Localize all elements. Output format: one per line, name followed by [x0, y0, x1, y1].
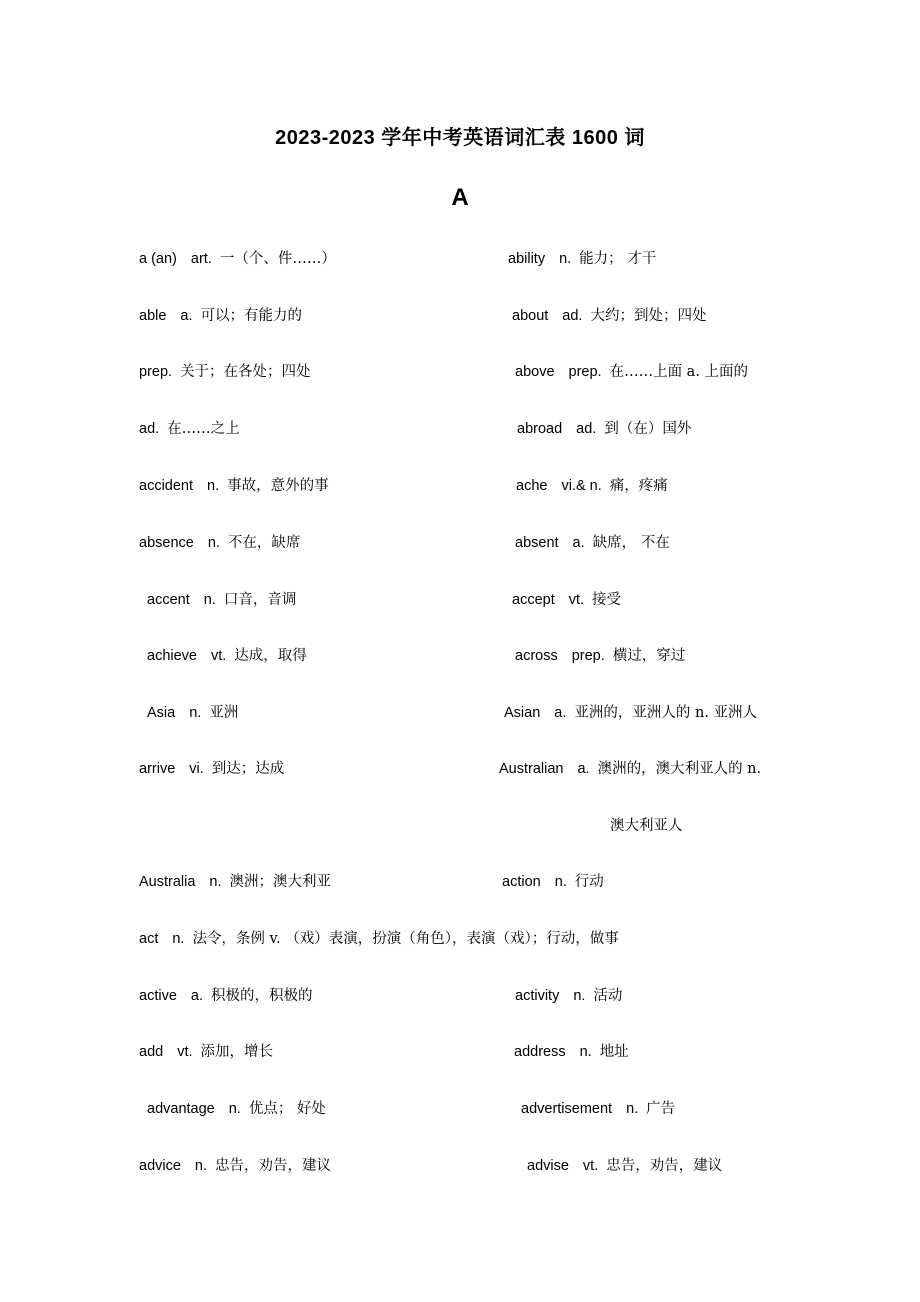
entry-pos: a.: [190, 988, 203, 1004]
entry-meaning: 亚洲: [209, 705, 239, 721]
entry-meaning: 广告: [646, 1101, 676, 1117]
entry-pos: n.: [579, 1044, 592, 1060]
entry-pos: n.: [626, 1101, 639, 1117]
entry-pos: vt.: [210, 648, 227, 664]
entry-pos: n.: [559, 251, 572, 267]
entry-word: address: [514, 1044, 566, 1060]
vocab-entry: [515, 533, 670, 553]
entry-meaning: 不在，缺席: [227, 535, 301, 551]
entry-pos: ad.: [139, 421, 160, 437]
entry-meaning: 缺席， 不在: [592, 535, 670, 551]
entry-meaning: 事故，意外的事: [227, 478, 329, 494]
vocab-entry: [504, 703, 757, 723]
entry-word: advice: [139, 1158, 181, 1174]
entry-meaning: 亚洲的，亚洲人的 n. 亚洲人: [574, 705, 758, 721]
vocab-entry: [512, 306, 706, 326]
entry-pos: vt.: [568, 592, 585, 608]
entry-word: absent: [515, 535, 559, 551]
entry-pos: n.: [207, 478, 220, 494]
entry-meaning: 积极的，积极的: [210, 988, 313, 1004]
entry-word: achieve: [147, 648, 197, 664]
entry-meaning: 大约；到处；四处: [590, 308, 707, 324]
entry-pos: n.: [172, 931, 185, 947]
entry-word: ache: [516, 478, 548, 494]
entry-meaning: 到（在）国外: [604, 421, 692, 437]
entry-word: about: [512, 308, 549, 324]
vocab-entry: [521, 1099, 675, 1119]
entry-word: active: [139, 988, 177, 1004]
entry-word: advantage: [147, 1101, 215, 1117]
entry-meaning: 活动: [593, 988, 623, 1004]
entry-pos: vt.: [582, 1158, 599, 1174]
entry-word: act: [139, 931, 159, 947]
entry-meaning: 口音，音调: [223, 592, 297, 608]
vocab-entry: [499, 759, 761, 779]
vocab-entry: [139, 533, 300, 553]
entry-word: Asian: [504, 705, 541, 721]
entry-word: above: [515, 364, 555, 380]
entry-word: advise: [527, 1158, 569, 1174]
entry-pos: n.: [194, 1158, 208, 1174]
page-title: 2023-2023 学年中考英语词汇表 1600 词: [275, 127, 645, 149]
entry-word: arrive: [139, 761, 176, 777]
entry-word: action: [502, 874, 541, 890]
entry-word: absence: [139, 535, 194, 551]
vocab-entry: [139, 759, 284, 779]
vocab-entry: [527, 1156, 722, 1176]
entry-word: add: [139, 1044, 164, 1060]
vocab-entry: [139, 362, 311, 382]
vocab-entry: [502, 872, 604, 892]
entry-pos: n.: [554, 874, 567, 890]
vocab-entry: [515, 986, 622, 1006]
entry-meaning: 澳洲的，澳大利亚人的 n.: [597, 761, 762, 777]
entry-pos: a.: [577, 761, 590, 777]
entry-meaning: 可以；有能力的: [200, 308, 303, 324]
entry-meaning: 澳大利亚人: [610, 818, 683, 834]
entry-meaning: 关于；在各处；四处: [180, 364, 311, 380]
entry-pos: a.: [572, 535, 585, 551]
vocab-entry: [139, 249, 336, 269]
entry-pos: ad.: [562, 308, 583, 324]
entry-meaning: 忠告，劝告，建议: [215, 1158, 332, 1174]
entry-meaning: 在……上面 a. 上面的: [609, 364, 749, 380]
entry-pos: a.: [180, 308, 193, 324]
vocab-entry-continuation: [610, 816, 683, 836]
entry-meaning: 行动: [574, 874, 604, 890]
vocab-entry: [139, 986, 312, 1006]
vocab-entry: [139, 1042, 273, 1062]
entry-meaning: 一（个、件……）: [219, 251, 336, 267]
entry-pos: n.: [203, 592, 216, 608]
entry-meaning: 痛，疼痛: [609, 478, 668, 494]
entry-pos: vi.& n.: [561, 478, 602, 494]
vocab-entry: [139, 1156, 331, 1176]
entry-word: abroad: [517, 421, 563, 437]
entry-meaning: 达成，取得: [234, 648, 307, 664]
entry-meaning: 横过，穿过: [612, 648, 686, 664]
entry-word: ability: [508, 251, 546, 267]
entry-meaning: 添加，增长: [200, 1044, 274, 1060]
entry-word: Asia: [147, 705, 176, 721]
vocab-entry: [514, 1042, 629, 1062]
entry-pos: n.: [207, 535, 220, 551]
entry-pos: a.: [554, 705, 567, 721]
entry-word: able: [139, 308, 167, 324]
vocab-entry: [139, 306, 302, 326]
entry-pos: n.: [209, 874, 222, 890]
vocab-entry: [515, 362, 748, 382]
vocab-entry: [147, 703, 238, 723]
entry-meaning: 地址: [599, 1044, 629, 1060]
vocab-entry: [508, 249, 656, 269]
entry-word: a (an): [139, 251, 177, 267]
entry-word: activity: [515, 988, 560, 1004]
vocab-entry: [516, 476, 668, 496]
entry-word: accept: [512, 592, 555, 608]
entry-pos: n.: [189, 705, 202, 721]
vocab-entry: [147, 590, 296, 610]
vocab-entry: [139, 476, 329, 496]
entry-word: Australian: [499, 761, 564, 777]
vocab-entry: [515, 646, 685, 666]
entry-meaning: 在……之上: [167, 421, 240, 437]
entry-word: advertisement: [521, 1101, 613, 1117]
entry-meaning: 优点； 好处: [248, 1101, 326, 1117]
entry-meaning: 到达；达成: [211, 761, 285, 777]
entry-pos: art.: [190, 251, 212, 267]
section-letter: A: [451, 184, 469, 211]
entry-word: across: [515, 648, 558, 664]
entry-meaning: 法令，条例 v. （戏）表演，扮演（角色），表演（戏）；行动，做事: [192, 931, 619, 947]
vocab-entry: [512, 590, 621, 610]
entry-pos: n.: [228, 1101, 241, 1117]
vocab-entry: [139, 419, 240, 439]
vocab-entry: [517, 419, 691, 439]
entry-pos: n.: [573, 988, 586, 1004]
entry-word: Australia: [139, 874, 196, 890]
entry-pos: prep.: [568, 364, 602, 380]
entry-pos: ad.: [576, 421, 597, 437]
vocab-entry: [147, 646, 307, 666]
vocab-entry: [147, 1099, 326, 1119]
entry-meaning: 澳洲；澳大利亚: [229, 874, 332, 890]
vocab-entry: [139, 872, 331, 892]
entry-meaning: 忠告，劝告，建议: [606, 1158, 723, 1174]
vocab-entry: [139, 929, 619, 949]
entry-pos: vt.: [177, 1044, 193, 1060]
entry-pos: prep.: [571, 648, 605, 664]
entry-pos: vi.: [189, 761, 204, 777]
entry-pos: prep.: [139, 364, 173, 380]
entry-word: accent: [147, 592, 190, 608]
entry-meaning: 接受: [592, 592, 622, 608]
entry-word: accident: [139, 478, 194, 494]
entry-meaning: 能力； 才干: [579, 251, 657, 267]
